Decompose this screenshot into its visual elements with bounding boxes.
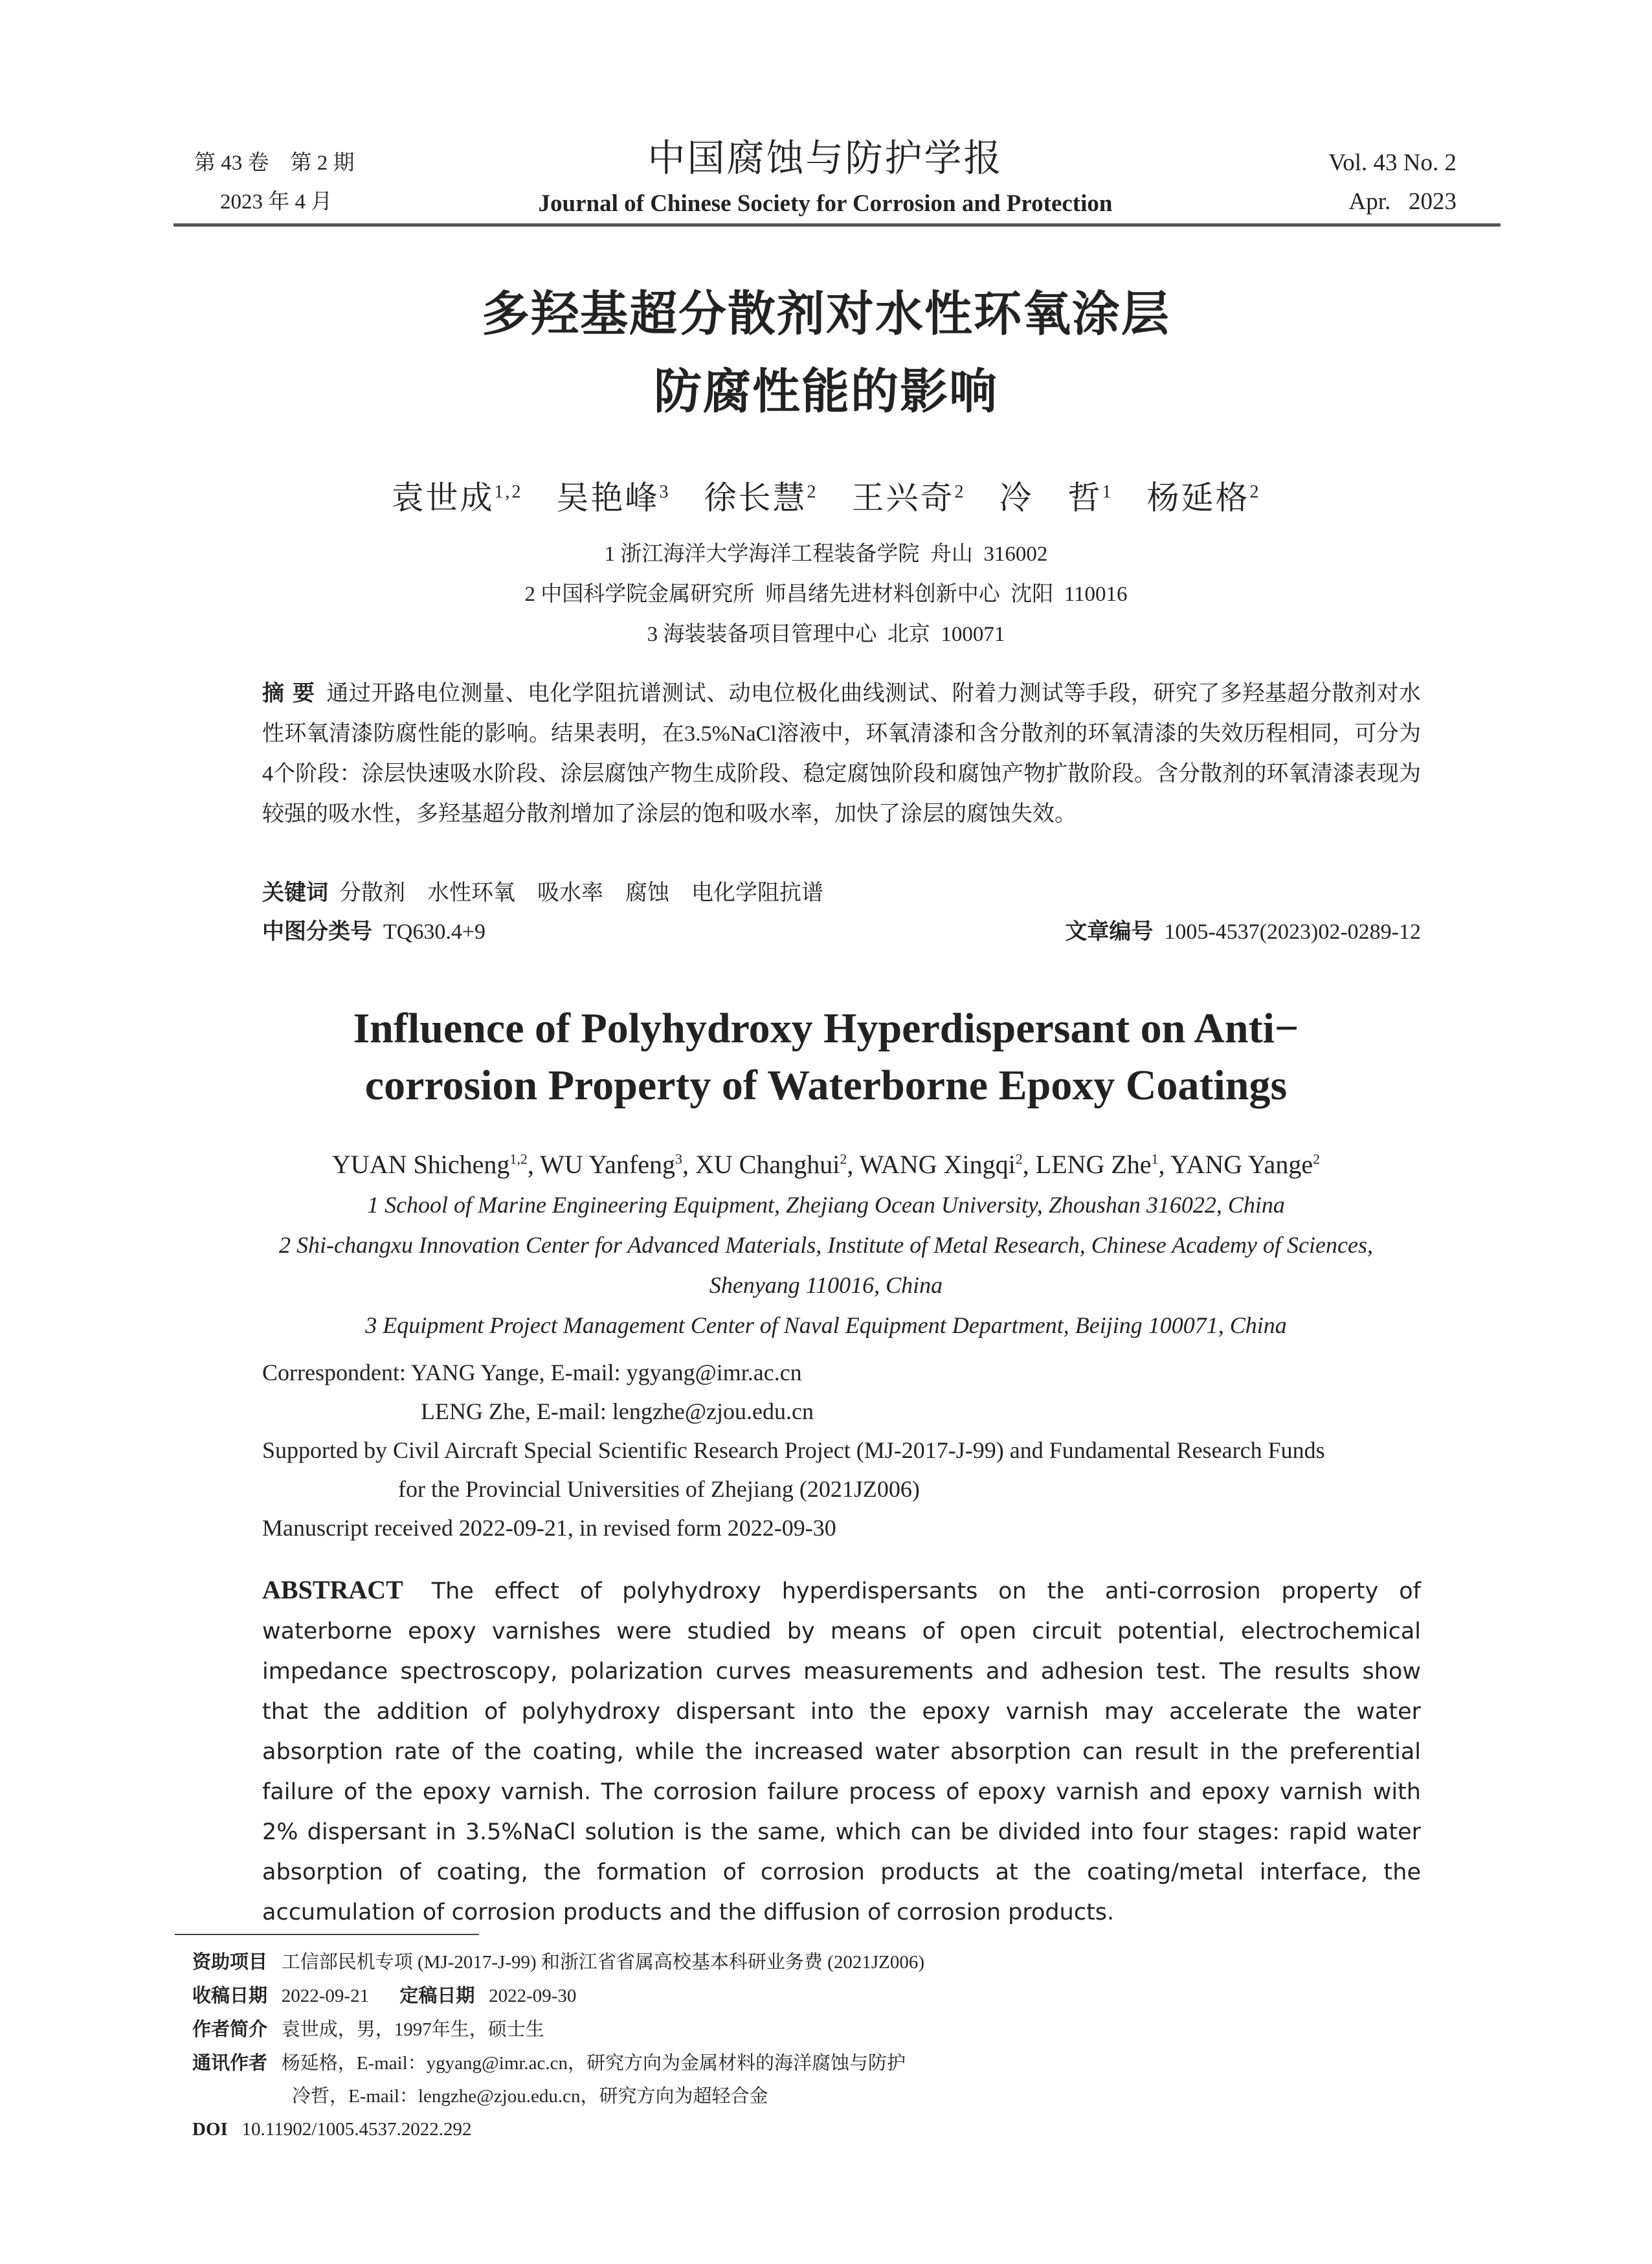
author-cn: 徐长慧$^2$: [704, 479, 818, 516]
classification-cn: [262, 913, 486, 951]
author-en: YANG Yange$^2$: [1170, 1150, 1321, 1180]
affiliation-en-3: 3 Equipment Project Management Center of Naval Equipment Department, Beijing 100071, China: [365, 1312, 1287, 1338]
keywords-cn-text: 分散剂 水性环氧 吸水率 腐蚀 电化学阻抗谱: [339, 881, 823, 905]
article-number-cn-value: 1005-4537(2023)02-0289-12: [1164, 920, 1421, 944]
classification-cn-value: TQ630.4+9: [383, 920, 486, 944]
running-header-left: [194, 144, 355, 221]
author-en: WU Yanfeng$^3$: [540, 1150, 682, 1180]
footnote-rule: [175, 1934, 479, 1935]
title-cn-line1: 多羟基超分散剂对水性环氧涂层: [482, 286, 1170, 342]
author-cn: 吴艳峰$^3$: [556, 479, 671, 516]
author-en: WANG Xingqi$^2$: [859, 1150, 1023, 1180]
support-statement: [262, 1431, 1395, 1508]
author-cn: 冷 哲$^1$: [999, 479, 1113, 516]
abstract-en: [262, 1570, 1421, 1933]
affiliations-en: [259, 1185, 1393, 1345]
author-en: LENG Zhe$^1$: [1035, 1150, 1159, 1180]
author-en: YUAN Shicheng$^{1,2}$: [331, 1150, 528, 1180]
correspondent-line-2: LENG Zhe, E-mail: lengzhe@zjou.edu.cn: [421, 1398, 814, 1424]
correspondent-line-1: Correspondent: YANG Yange, E-mail: ygyang@imr.ac.cn: [262, 1360, 802, 1385]
author-cn: 袁世成$^{1,2}$: [391, 479, 523, 516]
author-cn: 王兴奇$^2$: [851, 479, 966, 516]
author-cn: 杨延格$^2$: [1146, 479, 1261, 516]
journal-name-cn: 中国腐蚀与防护学报: [647, 137, 1003, 179]
author-en: XU Changhui$^2$: [695, 1150, 847, 1180]
volume-issue-en: Vol. 43 No. 2: [1328, 150, 1457, 176]
support-line-1: Supported by Civil Aircraft Special Scientific Research Project (MJ-2017-J-99) and Fundamental Research Funds: [262, 1437, 1325, 1463]
authors-cn: [0, 466, 1652, 524]
authors-en: YUAN Shicheng$^{1,2}$, WU Yanfeng$^3$, XU Changhui$^2$, WANG Xingqi$^2$, LENG Zhe$^1$, YANG Yange$^2$: [331, 1150, 1321, 1180]
abstract-cn-label: 摘 要: [262, 680, 315, 706]
header-rule: [173, 223, 1501, 227]
abstract-en-label: ABSTRACT: [262, 1575, 403, 1604]
classification-cn-label: 中图分类号: [262, 919, 372, 945]
footnote-dates: 收稿日期 2022-09-21 定稿日期 2022-09-30: [192, 1984, 577, 2006]
affiliation-en-2: 2 Shi-changxu Innovation Center for Advanced Materials, Institute of Metal Research, Chinese Academy of Sciences, Shenyang 110016, China: [279, 1232, 1373, 1298]
footnote-funding: 资助项目 工信部民机专项 (MJ-2017-J-99) 和浙江省省属高校基本科研业务费 (2021JZ006): [192, 1951, 924, 1973]
journal-name-en: Journal of Chinese Society for Corrosion and Protection: [538, 190, 1113, 217]
volume-issue-cn: 第 43 卷 第 2 期: [194, 151, 355, 175]
title-cn: [0, 275, 1652, 431]
article-number-cn-label: 文章编号: [1065, 919, 1154, 945]
title-en-line2: corrosion Property of Waterborne Epoxy Coatings: [364, 1062, 1288, 1109]
title-cn-line2: 防腐性能的影响: [654, 364, 998, 420]
date-en: Apr. 2023: [1348, 188, 1457, 215]
support-line-2: for the Provincial Universities of Zhejiang (2021JZ006): [398, 1476, 920, 1502]
title-en: [0, 1000, 1652, 1114]
manuscript-dates: Manuscript received 2022-09-21, in revised form 2022-09-30: [262, 1515, 836, 1541]
affiliations-cn: [0, 534, 1652, 655]
footnote-bio: 作者简介 袁世成，男，1997年生，硕士生: [192, 2018, 544, 2040]
affiliation-cn-1: 1 浙江海洋大学海洋工程装备学院 舟山 316002: [604, 543, 1048, 566]
affiliation-cn-2: 2 中国科学院金属研究所 师昌绪先进材料创新中心 沈阳 110016: [524, 583, 1128, 606]
affiliation-cn-3: 3 海装装备项目管理中心 北京 100071: [647, 623, 1005, 646]
article-number-cn: [971, 913, 1421, 951]
abstract-cn: [262, 673, 1421, 835]
affiliation-en-1: 1 School of Marine Engineering Equipment, Zhejiang Ocean University, Zhoushan 316022, China: [367, 1192, 1285, 1218]
running-header-center: [453, 133, 1198, 223]
keywords-cn-label: 关键词: [262, 880, 328, 906]
footnotes: [192, 1945, 1422, 2146]
abstract-en-text: The effect of polyhydroxy hyperdispersants on the anti-corrosion property of waterborne epoxy varnishes were studied by means of open circuit potential, electrochemical impedance spectroscopy, polarization curves measurements and adhesion test. The results show that the addition of polyhydroxy dispersant into the epoxy varnish may accelerate the water absorption rate of the coating, while the increased water absorption can result in the preferential failure of the epoxy varnish. The corrosion failure process of epoxy varnish and epoxy varnish with 2% dispersant in 3.5%NaCl solution is the same, which can be divided into four stages: rapid water absorption of coating, the formation of corrosion products at the coating/metal interface, the accumulation of corrosion products and the diffusion of corrosion products.: [262, 1578, 1421, 1925]
footnote-corresponding: 通讯作者 杨延格，E-mail：ygyang@imr.ac.cn，研究方向为金属材料的海洋腐蚀与防护: [192, 2052, 906, 2074]
footnote-corresponding-2: 冷哲，E-mail：lengzhe@zjou.edu.cn，研究方向为超轻合金: [292, 2086, 768, 2107]
running-header-right: [1282, 144, 1457, 221]
abstract-cn-text: 通过开路电位测量、电化学阻抗谱测试、动电位极化曲线测试、附着力测试等手段，研究了多羟基超分散剂对水性环氧清漆防腐性能的影响。结果表明，在3.5%NaCl溶液中，环氧清漆和含分散剂的环氧清漆的失效历程相同，可分为4个阶段：涂层快速吸水阶段、涂层腐蚀产物生成阶段、稳定腐蚀阶段和腐蚀产物扩散阶段。含分散剂的环氧清漆表现为较强的吸水性，多羟基超分散剂增加了涂层的饱和吸水率，加快了涂层的腐蚀失效。: [262, 682, 1421, 826]
footnote-doi: DOI 10.11902/1005.4537.2022.292: [192, 2119, 472, 2140]
date-cn: 2023 年 4 月: [220, 190, 333, 214]
keywords-cn: [262, 874, 1421, 912]
title-en-line1: Influence of Polyhydroxy Hyperdispersant on Anti−: [353, 1005, 1299, 1052]
